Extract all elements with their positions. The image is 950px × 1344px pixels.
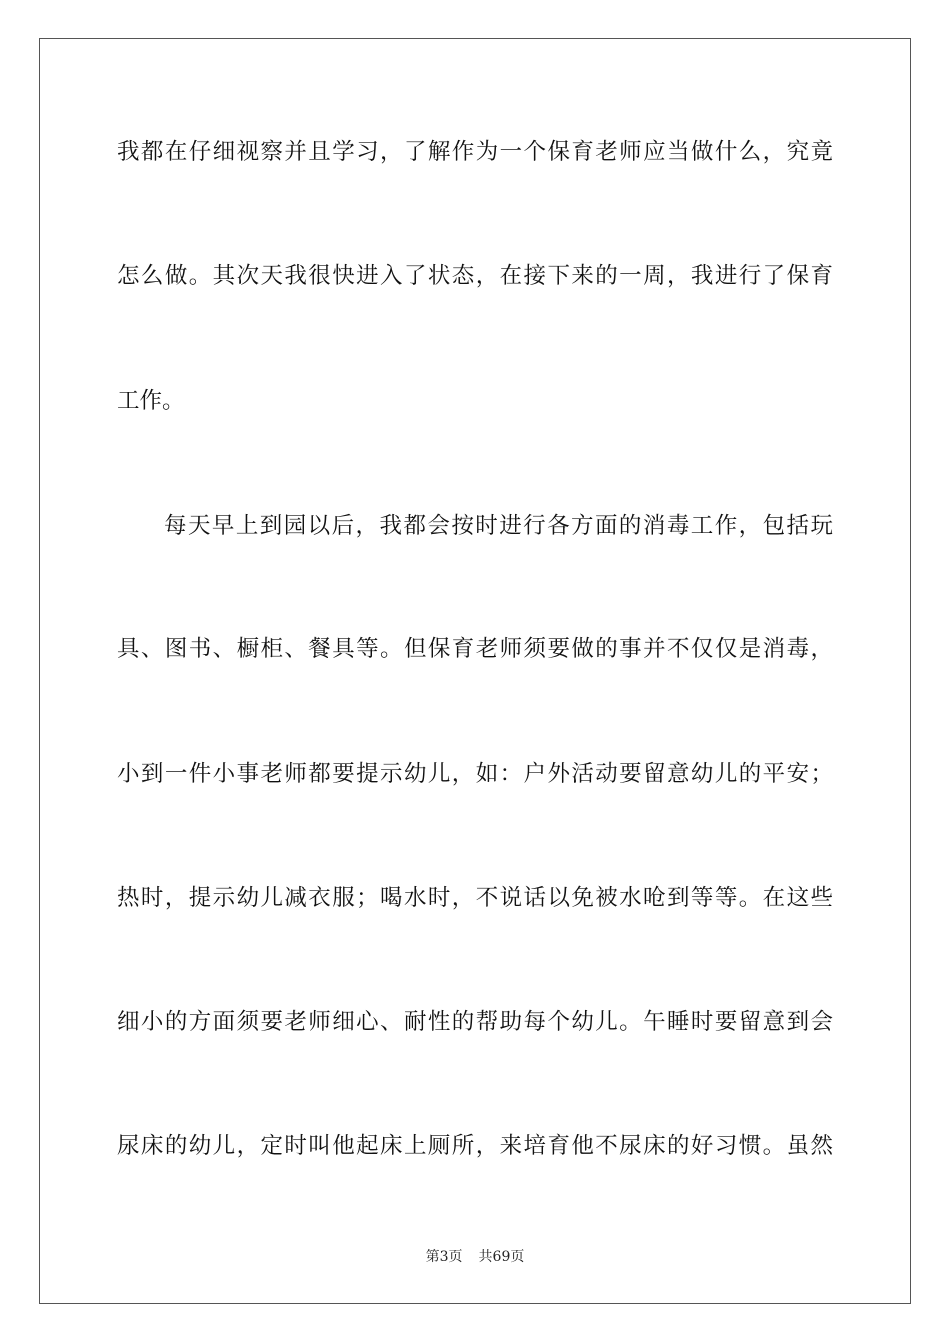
page-total: 共69页 — [478, 1249, 525, 1265]
paragraph-2-line-1: 每天早上到园以后，我都会按时进行各方面的消毒工作，包括玩 — [164, 513, 833, 539]
paragraph-2-line-5: 细小的方面须要老师细心、耐性的帮助每个幼儿。午睡时要留意到会 — [117, 1009, 833, 1035]
paragraph-1-line-2: 怎么做。其次天我很快进入了状态，在接下来的一周，我进行了保育 — [117, 263, 833, 289]
page-frame — [39, 38, 911, 1304]
paragraph-2-line-4: 热时，提示幼儿减衣服；喝水时，不说话以免被水呛到等等。在这些 — [117, 885, 833, 911]
page-number: 第3页 — [425, 1249, 463, 1265]
paragraph-2-line-6: 尿床的幼儿，定时叫他起床上厕所，来培育他不尿床的好习惯。虽然 — [117, 1133, 833, 1159]
paragraph-1-line-3: 工作。 — [117, 388, 185, 414]
paragraph-1-line-1: 我都在仔细视察并且学习，了解作为一个保育老师应当做什么，究竟 — [117, 139, 833, 165]
page-footer — [0, 1248, 950, 1266]
paragraph-2-line-2: 具、图书、橱柜、餐具等。但保育老师须要做的事并不仅仅是消毒， — [117, 636, 833, 662]
paragraph-2-line-3: 小到一件小事老师都要提示幼儿，如：户外活动要留意幼儿的平安； — [117, 761, 833, 787]
